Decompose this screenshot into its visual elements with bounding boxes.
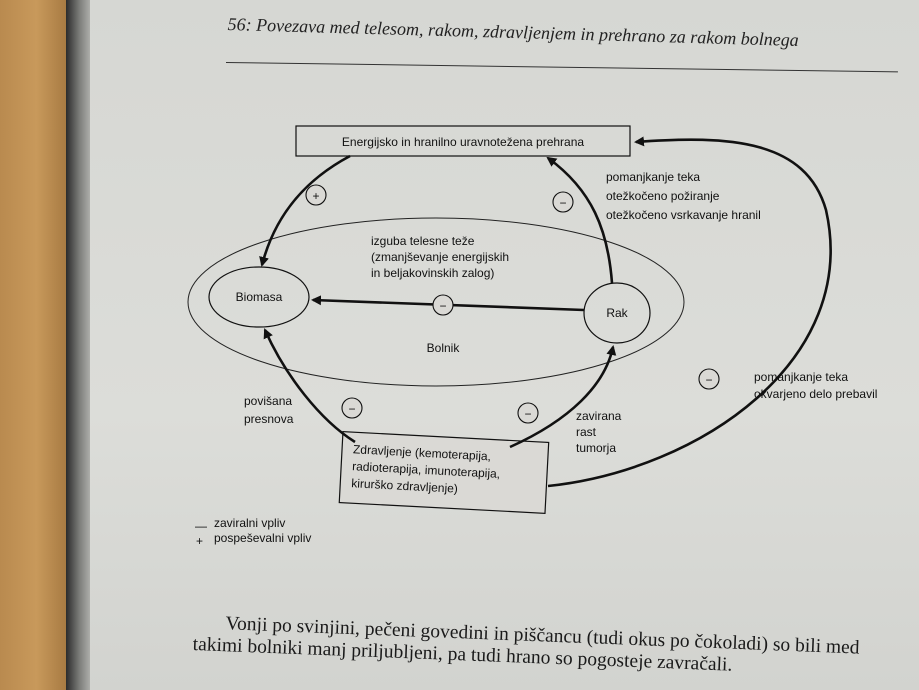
- minus-sign-right: −: [524, 407, 532, 421]
- metabolism-line-2: presnova: [244, 412, 294, 426]
- legend-plus-symbol: +: [196, 534, 204, 548]
- metabolism-line-1: povišana: [244, 394, 293, 408]
- plus-sign: +: [312, 189, 320, 203]
- appetite-line-2: otežkočeno požiranje: [606, 189, 720, 203]
- tumor-line-2: rast: [576, 425, 597, 439]
- legend-minus-label: zaviralni vpliv: [214, 516, 286, 530]
- treatment-line-3: kirurško zdravljenje): [350, 476, 459, 496]
- minus-sign-top: −: [559, 196, 567, 210]
- patient-label: Bolnik: [426, 341, 460, 355]
- treatment-line-1: Zdravljenje (kemoterapija,: [352, 442, 492, 464]
- weight-loss-line-2: (zmanjševanje energijskih: [371, 250, 510, 264]
- appetite2-line-2: okvarjeno delo prebavil: [754, 387, 878, 401]
- appetite-line-3: otežkočeno vsrkavanje hranil: [606, 208, 761, 222]
- appetite2-line-1: pomanjkanje teka: [754, 370, 849, 384]
- appetite-line-1: pomanjkanje teka: [606, 170, 701, 184]
- cancer-label: Rak: [606, 306, 628, 320]
- biomass-label: Biomasa: [235, 290, 283, 304]
- legend-plus-label: pospeševalni vpliv: [214, 531, 312, 545]
- treatment-to-cancer-arrow: [510, 347, 613, 447]
- body-paragraph-text: Vonji po svinjini, pečeni govedini in piščancu (tudi okus po čokoladi) so bili med takimi bolniki manj priljubljeni, pa tudi hrano so pogosteje zavračali.: [192, 613, 860, 676]
- weight-loss-line-1: izguba telesne teže: [371, 234, 475, 248]
- weight-loss-line-3: in beljakovinskih zalog): [371, 266, 495, 280]
- nutrition-label: Energijsko in hranilno uravnotežena prehrana: [341, 135, 585, 149]
- minus-sign-left: −: [348, 402, 356, 416]
- treatment-line-2: radioterapija, imunoterapija,: [351, 459, 501, 481]
- tumor-line-1: zavirana: [576, 409, 622, 423]
- nutrition-to-biomass-arrow: [262, 156, 350, 265]
- cancer-to-nutrition-arrow: [548, 158, 612, 283]
- legend-minus-symbol: —: [195, 519, 207, 533]
- minus-sign-far-right: −: [705, 373, 713, 387]
- minus-sign-center: −: [439, 299, 447, 313]
- page-header: 56: Povezava med telesom, rakom, zdravljenjem in prehrano za rakom bolnega: [227, 14, 800, 50]
- tumor-line-3: tumorja: [576, 441, 617, 455]
